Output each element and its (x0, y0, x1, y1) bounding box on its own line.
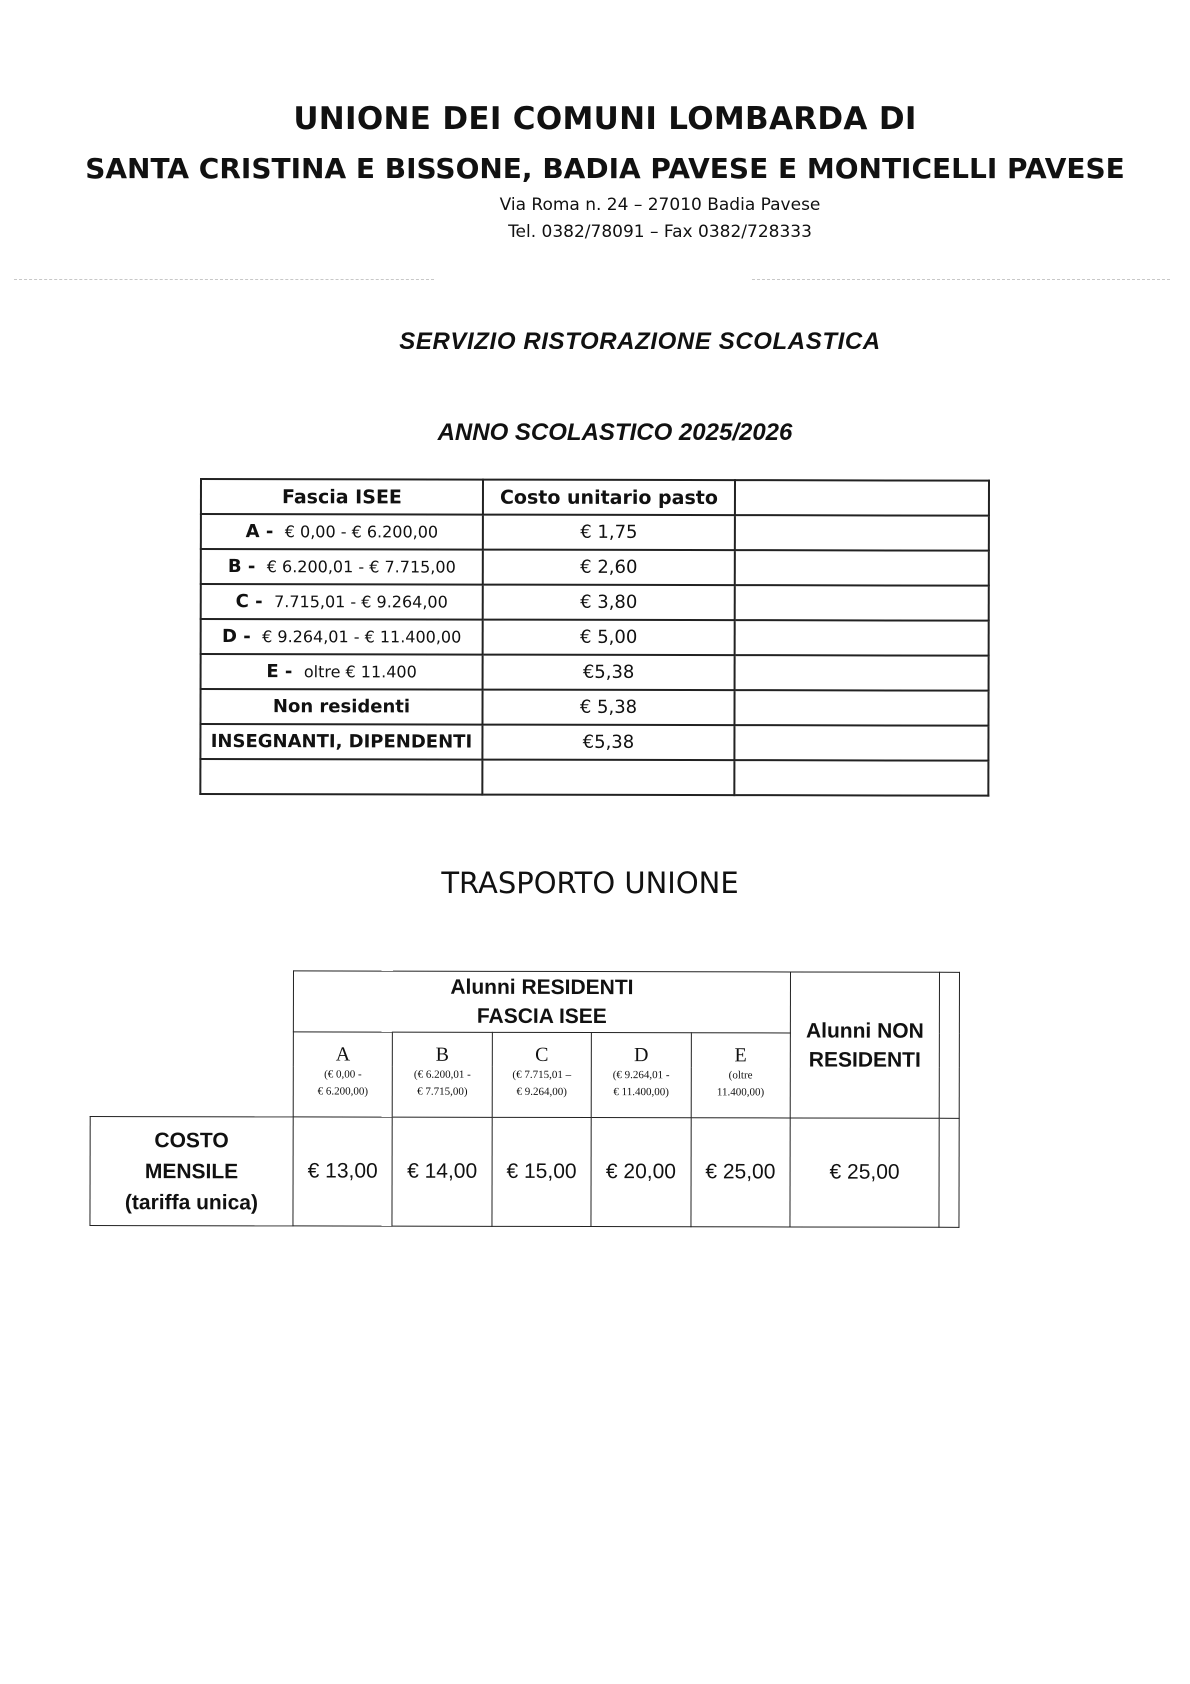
nonres-header-line1: Alunni NON (805, 1018, 924, 1043)
empty-cell (200, 759, 482, 795)
table-row (201, 619, 989, 656)
cost-non-residenti: € 25,00 (790, 1118, 939, 1227)
band-letter: C - (235, 591, 263, 613)
transport-title: TRASPORTO UNIONE (441, 866, 739, 900)
school-year-title: ANNO SCOLASTICO 2025/2026 (437, 419, 793, 446)
band-range: € 6.200,01 - € 7.715,00 (266, 557, 456, 577)
table-row (201, 549, 989, 586)
union-title-line2: SANTA CRISTINA E BISSONE, BADIA PAVESE E MONTICELLI PAVESE (85, 152, 1125, 185)
empty-cell (735, 620, 989, 656)
table-row (201, 514, 989, 551)
table-header-row (201, 479, 989, 516)
range-line: € 11.400,00) (613, 1086, 669, 1099)
band-range: oltre € 11.400 (303, 662, 417, 682)
row-label-line2: MENSILE (144, 1159, 239, 1183)
empty-cell (735, 550, 989, 586)
empty-cell (734, 760, 988, 796)
band-letter-c: C (492, 1032, 591, 1067)
band-letter: A - (245, 521, 274, 543)
row-label-line1: COSTO (154, 1128, 229, 1152)
range-line: (€ 6.200,01 - (413, 1068, 471, 1081)
band-letter-b: B (393, 1032, 492, 1067)
range-line: (oltre (728, 1069, 753, 1082)
band-range-a (293, 1066, 393, 1117)
empty-cell (735, 655, 989, 691)
range-line: (€ 7.715,01 – (512, 1068, 572, 1082)
union-address: Via Roma n. 24 – 27010 Badia Pavese (499, 195, 821, 215)
nonres-header-line2: RESIDENTI (808, 1048, 921, 1072)
range-line: (€ 9.264,01 - (612, 1069, 670, 1082)
empty-cell (482, 760, 734, 796)
cost-band-e: € 25,00 (691, 1118, 791, 1227)
empty-corner (90, 971, 293, 1117)
empty-cell (735, 585, 989, 621)
band-range-e (691, 1067, 791, 1118)
meal-cost: € 5,38 (482, 690, 734, 726)
empty-cell (734, 725, 988, 761)
row-label-non-residenti: Non residenti (200, 689, 482, 725)
meal-cost: €5,38 (483, 655, 735, 691)
band-range: € 0,00 - € 6.200,00 (284, 522, 439, 542)
table-row (90, 1117, 959, 1228)
separator-right (752, 279, 1170, 280)
row-label-insegnanti: INSEGNANTI, DIPENDENTI (200, 724, 482, 760)
nonres-header (790, 972, 939, 1118)
meal-cost: € 1,75 (483, 515, 735, 551)
band-range-c (492, 1067, 592, 1118)
band-range-b (393, 1067, 493, 1118)
range-line: € 7.715,00) (417, 1085, 468, 1098)
col-header-band: Fascia ISEE (201, 479, 483, 515)
row-label-costo-mensile (90, 1117, 293, 1226)
transport-cost-table (89, 970, 960, 1228)
empty-cell (939, 972, 959, 1118)
band-letter: B - (227, 556, 256, 578)
meal-cost: € 2,60 (483, 550, 735, 586)
band-letter-d: D (591, 1033, 690, 1068)
group-header-line1: Alunni RESIDENTI (450, 975, 634, 1000)
range-line: (€ 0,00 - (324, 1068, 362, 1081)
row-label-line3: (tariffa unica) (124, 1190, 258, 1214)
range-line: € 6.200,00) (317, 1085, 369, 1098)
table-row (200, 689, 988, 726)
band-range: € 9.264,01 - € 11.400,00 (262, 627, 462, 647)
service-title: SERVIZIO RISTORAZIONE SCOLASTICA (399, 328, 881, 355)
cost-band-a: € 13,00 (293, 1117, 393, 1226)
empty-cell (939, 1118, 959, 1227)
table-row (201, 584, 989, 621)
cost-band-c: € 15,00 (492, 1117, 592, 1226)
meal-cost: € 5,00 (483, 620, 735, 656)
union-contacts: Tel. 0382/78091 – Fax 0382/728333 (508, 222, 812, 242)
empty-cell (735, 480, 989, 516)
union-title-line1: UNIONE DEI COMUNI LOMBARDA DI (293, 101, 917, 137)
band-letter: D - (221, 626, 251, 648)
table-row-empty (200, 759, 988, 796)
table-row (201, 654, 989, 691)
cost-band-d: € 20,00 (591, 1118, 691, 1227)
band-range: 7.715,01 - € 9.264,00 (274, 592, 448, 612)
meal-cost: €5,38 (482, 725, 734, 761)
meal-cost: € 3,80 (483, 585, 735, 621)
group-header-residenti (293, 971, 790, 1033)
band-letter-e: E (691, 1033, 790, 1068)
empty-cell (735, 515, 989, 551)
separator-left (14, 279, 434, 280)
band-range-d (591, 1067, 691, 1118)
group-header-line2: FASCIA ISEE (476, 1004, 607, 1029)
col-header-cost: Costo unitario pasto (483, 480, 735, 516)
table-row (200, 724, 988, 761)
cost-band-b: € 14,00 (392, 1117, 492, 1226)
empty-cell (734, 690, 988, 726)
range-line: € 9.264,00) (516, 1085, 567, 1098)
band-letter-a: A (293, 1032, 392, 1067)
meal-cost-table (199, 478, 990, 797)
band-letter: E - (266, 661, 293, 683)
range-line: 11.400,00) (716, 1086, 765, 1099)
